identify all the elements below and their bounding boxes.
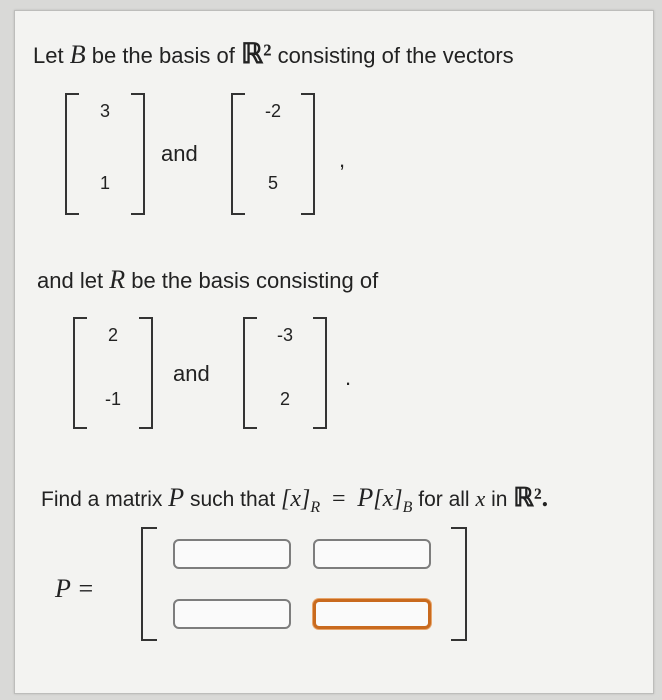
question-find: Find a matrix [41,488,163,511]
basis-b-vector-2 [231,93,315,215]
intro-line [33,41,514,69]
basis-b-vector-1 [65,93,145,215]
vector-entry: 2 [107,325,118,345]
second-and-let: and let [37,268,104,293]
second-line [37,267,378,293]
answer-cell-1-2[interactable] [313,539,431,569]
x-b-expression: $[x]_B$ [373,486,413,516]
answer-cell-2-1[interactable] [173,599,291,629]
and-text: and [161,141,198,166]
p-symbol-2: P [357,483,374,512]
basis-r-vector-1 [73,317,153,429]
vector-entry: 2 [279,389,290,409]
question-line [41,485,548,516]
vector-entry: -1 [104,389,121,409]
and-text: and [173,361,210,386]
x-r-expression: $[x]_R$ [281,486,321,516]
intro-consisting: consisting of the vectors [277,43,514,68]
r2-symbol-2: ℝ². [513,483,549,512]
x-symbol: x [475,486,486,511]
vector-entry: 3 [99,101,110,121]
p-equals-label: P = [55,574,95,603]
answer-cell-2-2[interactable] [313,599,431,629]
vector-entry: -3 [276,325,293,345]
period-text: . [345,365,352,390]
basis-r-vector-2 [243,317,327,429]
bracket-right [451,527,467,641]
vector-entry: 5 [267,173,278,193]
question-such-that: such that [189,488,276,511]
basis-r-symbol: R [109,265,126,294]
bracket-left [141,527,157,641]
comma-text: , [339,147,346,172]
intro-be-basis: be the basis of [91,43,235,68]
p-symbol: P [168,483,185,512]
vector-entry: -2 [264,101,281,121]
question-in: in [491,488,508,511]
answer-cell-1-1[interactable] [173,539,291,569]
second-be-basis: be the basis consisting of [131,268,379,293]
equals-sign: = [332,486,346,512]
r2-symbol: ℝ² [240,39,272,70]
vector-entry: 1 [99,173,110,193]
question-for-all: for all [418,488,470,511]
intro-let: Let [33,43,64,68]
basis-b-symbol: B [69,40,86,69]
problem-card [14,10,654,694]
